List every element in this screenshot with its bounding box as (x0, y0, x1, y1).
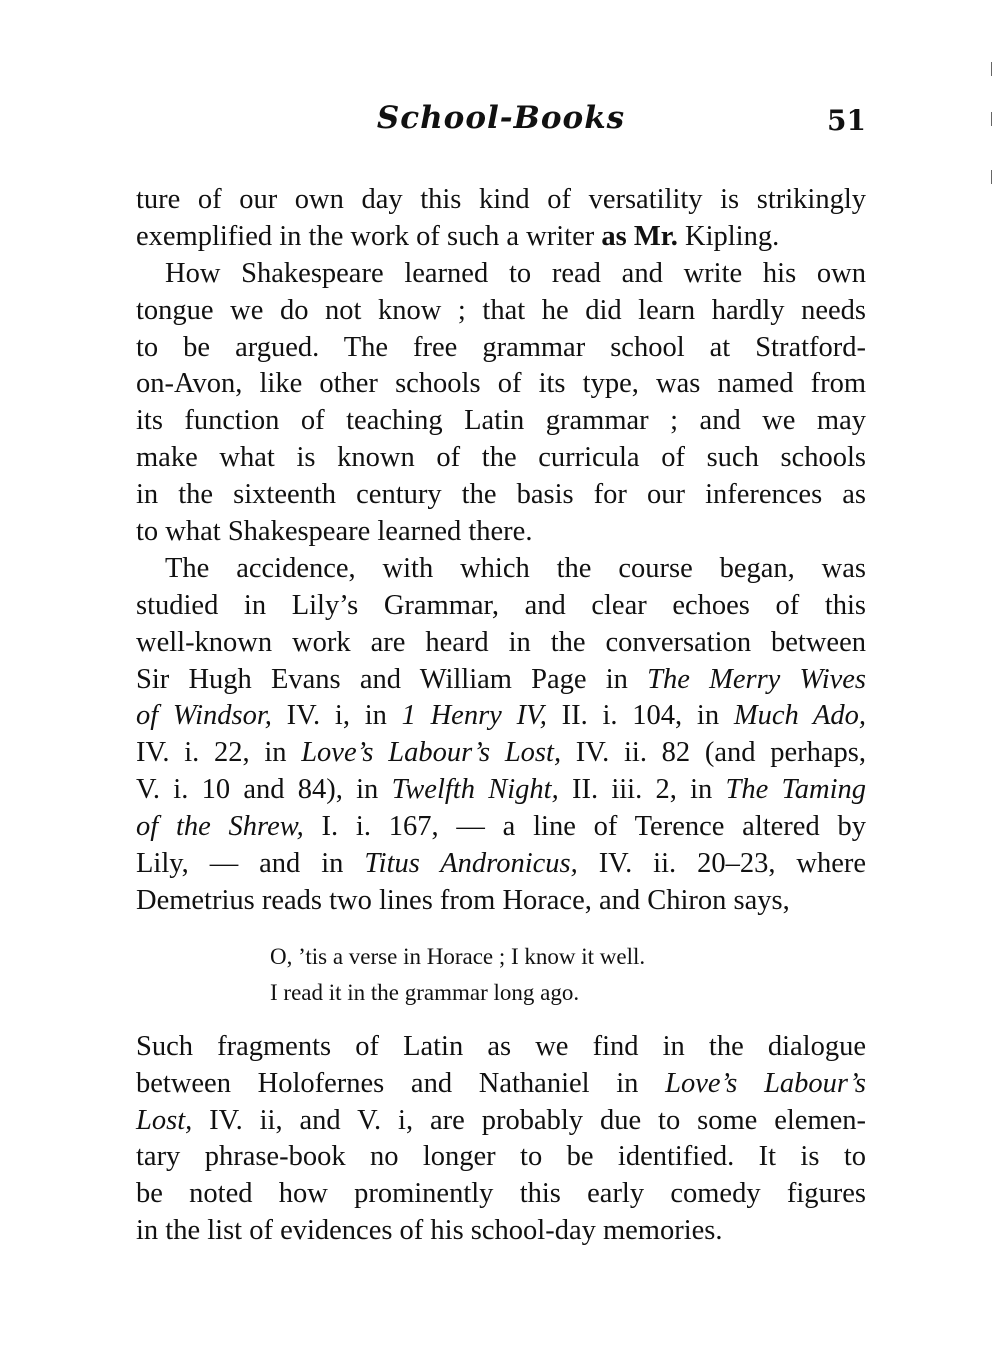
text-line (136, 1029, 866, 1066)
text-line (136, 883, 866, 920)
text-segment: IV. i. 22, in (136, 737, 302, 769)
text-line (136, 293, 866, 330)
text-segment: V. i. 10 and 84), in (136, 774, 392, 806)
text-line (136, 588, 866, 625)
verse-line: O, ’tis a verse in Horace ; I know it well. (270, 943, 646, 969)
margin-marks (990, 62, 992, 222)
text-segment: exemplified in the work of such a writer (136, 220, 602, 252)
text-segment: II. i. 104, in (546, 700, 734, 732)
text-segment: IV. ii, and V. i, are probably due to some elemen- (192, 1104, 866, 1136)
text-segment: on-Avon, like other schools of its type, was named from (136, 368, 866, 400)
verse-line: I read it in the grammar long ago. (270, 979, 580, 1005)
text-segment: II. iii. 2, in (558, 774, 726, 806)
text-line (136, 809, 866, 846)
text-segment: its function of teaching Latin grammar ; and we may (136, 405, 866, 437)
text-line (136, 551, 866, 588)
text-segment: I. i. 167, — a line of Terence altered by (303, 811, 866, 843)
running-title: School-Books (376, 100, 626, 136)
closing-paragraph (136, 1029, 866, 1250)
text-line (136, 1103, 866, 1140)
page-header (136, 100, 866, 150)
text-segment: IV. ii. 82 (and perhaps, (561, 737, 866, 769)
text-segment: Sir Hugh Evans and William Page in (136, 663, 648, 695)
text-line (136, 440, 866, 477)
text-segment: between Holofernes and Nathaniel in (136, 1067, 666, 1099)
body-text (136, 182, 866, 1250)
text-line (136, 1176, 866, 1213)
text-segment: The accidence, with which the course began, was (165, 552, 866, 584)
text-segment: IV. i, in (271, 700, 402, 732)
text-line (136, 330, 866, 367)
text-line (136, 698, 866, 735)
text-line (136, 772, 866, 809)
text-segment: tary phrase-book no longer to be identified. It is to (136, 1141, 866, 1173)
text-segment: Much Ado, (733, 700, 866, 732)
text-segment: in the sixteenth century the basis for our inferences as (136, 479, 866, 511)
text-line (136, 662, 866, 699)
text-segment: in the list of evidences of his school-day memories. (136, 1215, 723, 1247)
verse-quotation (270, 939, 866, 1011)
text-line (136, 403, 866, 440)
text-segment: ture of our own day this kind of versatility is strikingly (136, 184, 866, 215)
text-line (136, 735, 866, 772)
text-segment: to be argued. The free grammar school at Stratford- (136, 331, 866, 363)
text-segment: Demetrius reads two lines from Horace, and Chiron says, (136, 884, 790, 916)
text-line (136, 1213, 866, 1250)
text-segment: How Shakespeare learned to read and write his own (165, 257, 866, 289)
text-segment: Twelfth Night, (391, 774, 559, 806)
text-segment: to what Shakespeare learned there. (136, 516, 533, 548)
text-line (136, 1066, 866, 1103)
text-segment: Kipling. (677, 220, 780, 252)
text-segment: IV. ii. 20–23, where (577, 848, 867, 880)
text-line (136, 625, 866, 662)
text-segment: Love’s Labour’s (665, 1067, 866, 1099)
text-segment: well-known work are heard in the conversation between (136, 626, 866, 658)
text-line (136, 182, 866, 219)
text-segment: tongue we do not know ; that he did learn hardly needs (136, 294, 866, 326)
text-line (136, 219, 866, 256)
text-segment: Lost, (136, 1104, 193, 1136)
text-segment: The Taming (725, 774, 867, 806)
text-line (136, 256, 866, 293)
text-line (136, 846, 866, 883)
text-segment: studied in Lily’s Grammar, and clear echoes of this (136, 589, 866, 621)
text-segment: 1 Henry IV, (401, 700, 547, 732)
text-segment: be noted how prominently this early comedy figures (136, 1178, 866, 1210)
text-segment: Titus Andronicus, (364, 848, 578, 880)
text-line (136, 366, 866, 403)
text-segment: of the Shrew, (136, 811, 304, 843)
text-segment: Such fragments of Latin as we find in the dialogue (136, 1030, 866, 1062)
text-segment: of Windsor, (136, 700, 272, 732)
text-segment: make what is known of the curricula of such schools (136, 442, 866, 474)
text-segment: as Mr. (601, 220, 678, 252)
text-segment: Lily, — and in (136, 848, 365, 880)
page-number: 51 (827, 104, 866, 137)
paragraphs (136, 182, 866, 920)
text-segment: Love’s Labour’s Lost, (301, 737, 562, 769)
text-line (136, 1139, 866, 1176)
text-line (136, 514, 866, 551)
text-line (136, 477, 866, 514)
text-segment: The Merry Wives (647, 663, 866, 695)
